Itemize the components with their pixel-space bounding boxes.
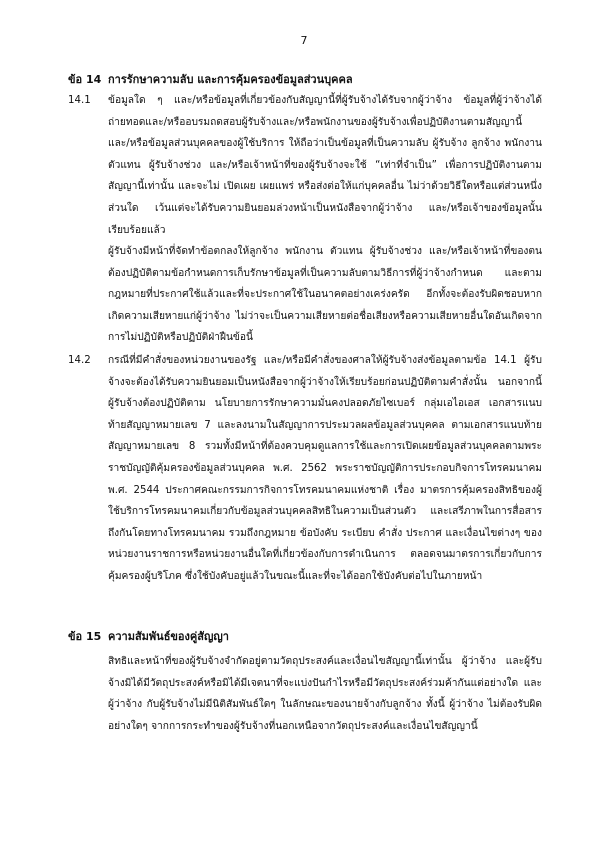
section-15-title: ความสัมพันธ์ของคู่สัญญา — [108, 630, 229, 643]
clause-14-1-paragraph-1: ข้อมูลใด ๆ และ/หรือข้อมูลที่เกี่ยวข้องกับสัญญานี้ที่ผู้รับจ้างได้รับจากผู้ว่าจ้าง ข้อมูลที่ผู้ว่าจ้างได้ถ่ายทอดและ/หรืออบรมถดสอบผู้รับจ้างและ/หรือพนักงานของผู้รับจ้างเพื่อปฏิบัติงานตามสัญญานี้ และ/หรือข้อมูลส่วนบุคคลของผู้ใช้บริการ ให้ถือว่าเป็นข้อมูลที่เป็นความลับ ผู้รับจ้าง ลูกจ้าง พนักงาน ตัวแทน ผู้รับจ้างช่วง และ/หรือเจ้าหน้าที่ของผู้รับจ้างจะใช้ “เท่าที่จำเป็น” เพื่อการปฏิบัติงานตามสัญญานี้เท่านั้น และจะไม่ เปิดเผย เผยแพร่ หรือส่งต่อให้แก่บุคคลอื่น ไม่ว่าด้วยวิธีใดหรือแต่ส่วนหนึ่งส่วนใด เว้นแต่จะได้รับความยินยอมล่วงหน้าเป็นหนังสือจากผู้ว่าจ้าง และ/หรือเจ้าของข้อมูลนั้นเรียบร้อยแล้ว — [108, 95, 542, 236]
section-15-number: ข้อ 15 — [68, 630, 102, 643]
page-number: 7 — [300, 34, 308, 47]
clause-14-2-number: 14.2 — [68, 355, 91, 366]
section-14-title: การรักษาความลับ และการคุ้มครองข้อมูลส่วนบุคคล — [108, 73, 353, 86]
clause-14-1-number: 14.1 — [68, 95, 91, 106]
section-15-paragraph: สิทธิและหน้าที่ของผู้รับจ้างจำกัดอยู่ตามวัตถุประสงค์และเงื่อนไขสัญญานี้เท่านั้น ผู้ว่าจ้าง และผู้รับจ้างมิได้มีวัตถุประสงค์หรือมิได้มีเจตนาที่จะแบ่งปันกำไรหรือมีวัตถุประสงค์ร่วมค้ากันแต่อย่างใด และ ผู้ว่าจ้าง กับผู้รับจ้างไม่มีนิติสัมพันธ์ใดๆ ในลักษณะของนายจ้างกับลูกจ้าง ทั้งนี้ ผู้ว่าจ้าง ไม่ต้องรับผิดอย่างใดๆ จากการกระทำของผู้รับจ้างที่นอกเหนือจากวัตถุประสงค์และเงื่อนไขสัญญานี้ — [108, 656, 542, 732]
section-14-heading — [68, 70, 353, 88]
clause-14-2-paragraph: กรณีที่มีคำสั่งของหน่วยงานของรัฐ และ/หรือมีคำสั่งของศาลให้ผู้รับจ้างส่งข้อมูลตามข้อ 14.1 ผู้รับจ้างจะต้องได้รับความยินยอมเป็นหนังสือจากผู้ว่าจ้างให้เรียบร้อยก่อนปฏิบัติตามคำสั่งนั้น นอกจากนี้ ผู้รับจ้างต้องปฏิบัติตาม นโยบายการรักษาความมั่นคงปลอดภัยไซเบอร์ กลุ่มเอไอเอส เอกสารแนบท้ายสัญญาหมายเลข 7 และลงนามในสัญญาการประมวลผลข้อมูลส่วนบุคคล ตามเอกสารแนบท้ายสัญญาหมายเลข 8 รวมทั้งมีหน้าที่ต้องควบคุมดูแลการใช้และการเปิดเผยข้อมูลส่วนบุคคลตามพระราชบัญญัติคุ้มครองข้อมูลส่วนบุคคล พ.ศ. 2562 พระราชบัญญัติการประกอบกิจการโทรคมนาคม พ.ศ. 2544 ประกาศคณะกรรมการกิจการโทรคมนาคมแห่งชาติ เรื่อง มาตรการคุ้มครองสิทธิของผู้ใช้บริการโทรคมนาคมเกี่ยวกับข้อมูลส่วนบุคคลสิทธิในความเป็นส่วนตัว และเสรีภาพในการสื่อสารถึงกันโดยทางโทรคมนาคม รวมถึงกฎหมาย ข้อบังคับ ระเบียบ คำสั่ง ประกาศ และเงื่อนไขต่างๆ ของหน่วยงานราชการหรือหน่วยงานอื่นใดที่เกี่ยวข้องกับการดำเนินการ ตลอดจนมาตรการเกี่ยวกับการคุ้มครองผู้บริโภค ซึ่งใช้บังคับอยู่แล้วในขณะนี้และที่จะได้ออกใช้บังคับต่อไปในภายหน้า — [108, 355, 542, 582]
clause-14-1-paragraph-2: ผู้รับจ้างมีหน้าที่จัดทำข้อตกลงให้ลูกจ้าง พนักงาน ตัวแทน ผู้รับจ้างช่วง และ/หรือเจ้าหน้าที่ของตนต้องปฏิบัติตามข้อกำหนดการเก็บรักษาข้อมูลที่เป็นความลับตามวิธีการที่ผู้ว่าจ้างกำหนด และตามกฎหมายที่ประกาศใช้แล้วและที่จะประกาศใช้ในอนาคตอย่างเคร่งครัด อีกทั้งจะต้องรับผิดชอบหากเกิดความเสียหายแก่ผู้ว่าจ้าง ไม่ว่าจะเป็นความเสียหายต่อชื่อเสียงหรือความเสียหายอื่นใดอันเกิดจากการไม่ปฏิบัติหรือปฏิบัติฝ่าฝืนข้อนี้ — [108, 246, 542, 344]
section-14-number: ข้อ 14 — [68, 73, 102, 86]
section-15-heading — [68, 627, 229, 645]
